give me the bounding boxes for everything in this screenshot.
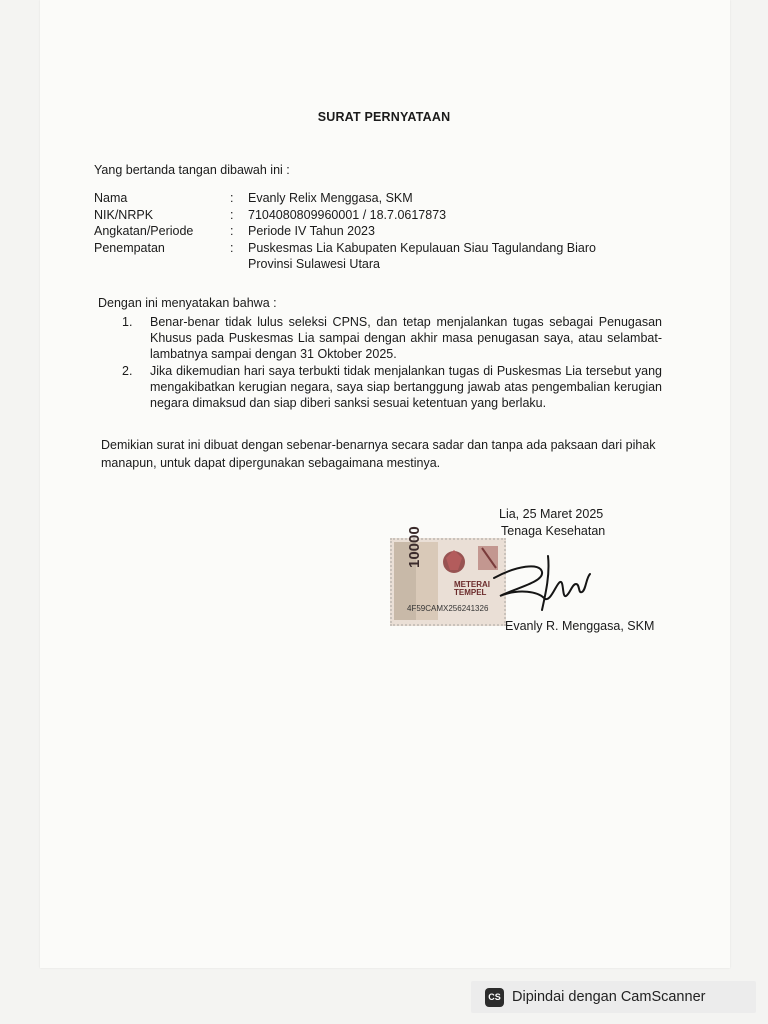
- list-item: [122, 363, 662, 411]
- field-colon: :: [230, 191, 234, 205]
- closing-paragraph: Demikian surat ini dibuat dengan sebenar-benarnya secara sadar dan tanpa ada paksaan dari pihak manapun, untuk dapat dipergunakan sebagaimana mestinya.: [101, 438, 656, 470]
- field-value: Evanly Relix Menggasa, SKM: [248, 191, 413, 205]
- field-row-angkatan: [94, 223, 628, 240]
- stamp-value: 10000: [406, 526, 423, 568]
- field-colon: :: [230, 207, 234, 222]
- field-label: NIK/NRPK: [94, 207, 154, 222]
- camscanner-watermark: [471, 981, 756, 1013]
- intro-text: Yang bertanda tangan dibawah ini :: [94, 163, 290, 177]
- field-colon: :: [230, 224, 234, 238]
- field-colon: :: [230, 240, 234, 255]
- camscanner-icon: CS: [485, 988, 504, 1007]
- stamp-code: 4F59CAMX256241326: [407, 604, 489, 613]
- list-item: [122, 314, 662, 362]
- watermark-text: Dipindai dengan CamScanner: [512, 989, 706, 1005]
- field-value: Puskesmas Lia Kabupaten Kepulauan Siau Tagulandang Biaro Provinsi Sulawesi Utara: [248, 240, 596, 271]
- field-value: Periode IV Tahun 2023: [248, 224, 375, 238]
- statement-intro: Dengan ini menyatakan bahwa :: [98, 296, 277, 310]
- stamp-label: METERAI TEMPEL: [454, 580, 490, 597]
- identity-fields: [94, 190, 628, 273]
- list-item-number: 1.: [122, 315, 133, 329]
- list-item-text: Jika dikemudian hari saya terbukti tidak menjalankan tugas di Puskesmas Lia tersebut yang mengakibatkan kerugian negara, saya siap bertanggung jawab atas pengembalian kerugian negara dimaksud dan siap diberi sanksi sesuai ketentuan yang berlaku.: [150, 364, 662, 410]
- statement-list: [122, 314, 662, 412]
- field-label: Penempatan: [94, 240, 165, 255]
- list-item-text: Benar-benar tidak lulus seleksi CPNS, dan tetap menjalankan tugas sebagai Penugasan Khusus pada Puskesmas Lia sampai dengan akhir masa penugasan saya, atau selambat-lambatnya sampai dengan 31 Oktober 2025.: [150, 315, 662, 361]
- signer-name: Evanly R. Menggasa, SKM: [505, 619, 655, 633]
- document-title: SURAT PERNYATAAN: [317, 110, 451, 124]
- place-date: Lia, 25 Maret 2025: [499, 507, 604, 521]
- handwritten-signature-icon: [486, 548, 596, 616]
- field-row-penempatan: [94, 240, 628, 273]
- field-label: Nama: [94, 191, 128, 205]
- field-row-nama: [94, 190, 628, 207]
- signer-role: Tenaga Kesehatan: [501, 524, 606, 538]
- field-label: Angkatan/Periode: [94, 224, 194, 238]
- document-page: [40, 0, 730, 968]
- field-value: 7104080809960001 / 18.7.0617873: [248, 207, 447, 222]
- list-item-number: 2.: [122, 364, 133, 378]
- field-row-nik: [94, 207, 628, 224]
